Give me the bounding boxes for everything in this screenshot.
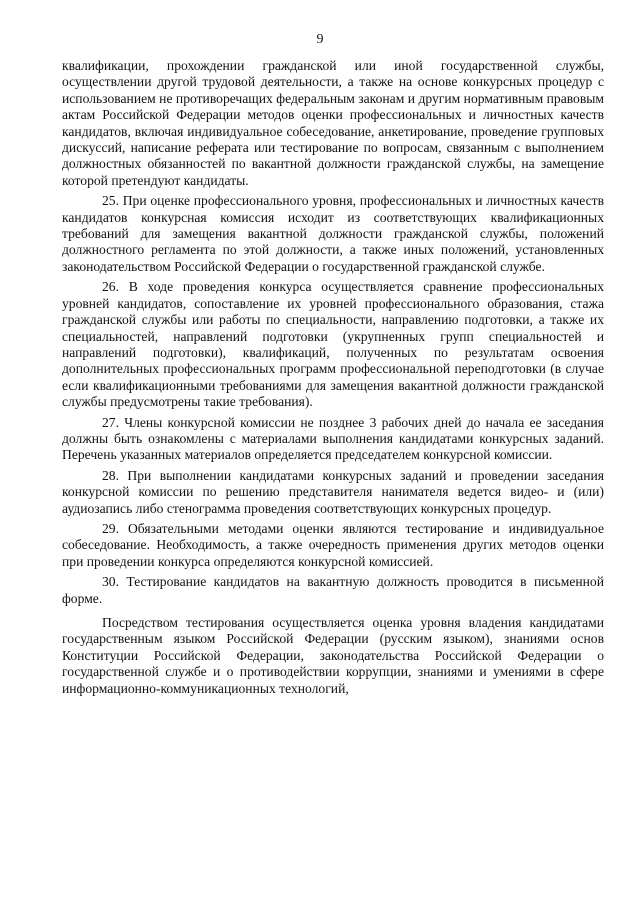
paragraph-continuation: квалификации, прохождении гражданской или иной государственной службы, осуществлении другой трудовой деятельности, а также на основе конкурсных процедур с использованием не противоречащих федеральным законам и другим нормативным правовым актам Российской Федерации методов оценки профессиональных и личностных качеств кандидатов, включая индивидуальное собеседование, анкетирование, проведение групповых дискуссий, написание реферата или тестирование по вопросам, связанным с выполнением должностных обязанностей по вакантной должности гражданской службы, на замещение которой претендуют кандидаты. [62,58,604,188]
paragraph-30: 30. Тестирование кандидатов на вакантную должность проводится в письменной форме. [62,574,604,606]
paragraph-testing-scope: Посредством тестирования осуществляется оценка уровня владения кандидатами государственным языком Российской Федерации (русским языком), знаниями основ Конституции Российской Федерации, законодательства Российской Федерации о государственной службе и о противодействии коррупции, знаниями и умениями в сфере информационно-коммуникационных технологий, [62,615,604,696]
paragraph-25: 25. При оценке профессионального уровня, профессиональных и личностных качеств кандидатов конкурсная комиссия исходит из соответствующих квалификационных требований для замещения вакантной должности гражданской службы, положений должностного регламента по этой должности, а также иных положений, установленных законодательством Российской Федерации о государственной гражданской службе. [62,193,604,274]
paragraph-26: 26. В ходе проведения конкурса осуществляется сравнение профессиональных уровней кандидатов, сопоставление их уровней профессионального образования, стажа гражданской службы или работы по специальности, направлению подготовки, а также их специальностей, направлений подготовки (укрупненных групп специальностей и направлений подготовки), квалификаций, полученных по результатам освоения дополнительных профессиональных программ профессиональной переподготовки (в случае если квалификационными требованиями для замещения вакантной должности гражданской службы предусмотрены такие требования). [62,279,604,410]
paragraph-27: 27. Члены конкурсной комиссии не позднее 3 рабочих дней до начала ее заседания должны быть ознакомлены с материалами выполнения кандидатами конкурсных заданий. Перечень указанных материалов определяется председателем конкурсной комиссии. [62,414,604,463]
document-body [62,58,604,701]
paragraph-29: 29. Обязательными методами оценки являются тестирование и индивидуальное собеседование. Необходимость, а также очередность применения других методов оценки при проведении конкурса определяются конкурсной комиссией. [62,520,604,569]
paragraph-28: 28. При выполнении кандидатами конкурсных заданий и проведении заседания конкурсной комиссии по решению представителя нанимателя ведется видео- и (или) аудиозапись либо стенограмма проведения соответствующих конкурсных процедур. [62,467,604,516]
page-number: 9 [316,32,324,47]
